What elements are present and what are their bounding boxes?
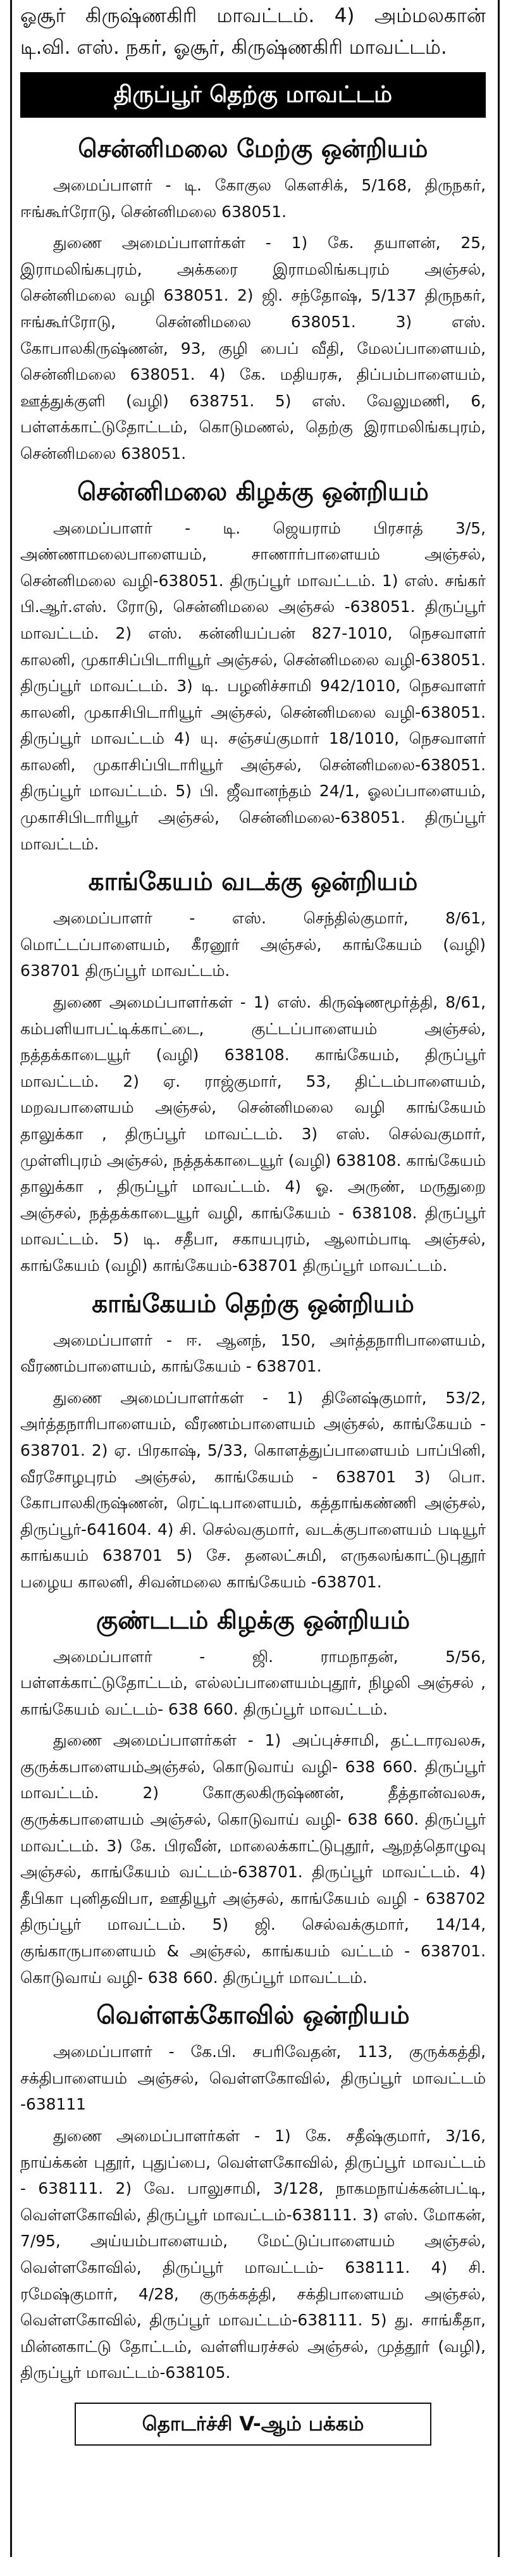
section-3 xyxy=(20,1284,486,1596)
deputy-organizers-paragraph: துணை அமைப்பாளர்கள் - 1) எஸ். கிருஷ்ணமூர்த்தி, 8/61, கம்பளியாபட்டிக்காட்டை, குட்டப்பாளையம் அஞ்சல், நத்தக்காடையூர் (வழி) 638108. காங்கேயம், திருப்பூர் மாவட்டம். 2) ஏ. ராஜ்குமார், 53, திட்டம்பாளையம், மறவபாளையம் அஞ்சல், சென்னிமலை வழி காங்கேயம் தாலுக்கா , திருப்பூர் மாவட்டம். 3) எஸ். செல்வகுமார், முள்ளிபுரம் அஞ்சல், நத்தக்காடையூர் (வழி) 638108. காங்கேயம் தாலுக்கா , திருப்பூர் மாவட்டம். 4) ஓ. அருண், மருதுறை அஞ்சல், நத்தக்காடையூர் வழி, காங்கேயம் - 638108. திருப்பூர் மாவட்டம். 5) டி. சதீபா, சகாயபுரம், ஆலாம்பாடி அஞ்சல், காங்கேயம் (வழி) காங்கேயம்-638701 திருப்பூர் மாவட்டம். xyxy=(20,993,486,1275)
union-title: வெள்ளக்கோவில் ஒன்றியம் xyxy=(96,2001,410,2030)
deputy-organizers-paragraph: துணை அமைப்பாளர்கள் - 1) கே. தயாளன், 25, இராமலிங்கபுரம், அக்கரை இராமலிங்கபுரம் அஞ்சல், சென்னிமலை வழி 638051. 2) ஜி. சந்தோஷ், 5/137 திருநகர், ஈங்கூர்ரோடு, சென்னிமலை 638051. 3) எஸ். கோபாலகிருஷ்ணன், 93, குழி பைப் வீதி, மேலப்பாளையம், சென்னிமலை 638051. 4) கே. மதியரசு, திப்பம்பாளையம், ஊத்துக்குளி (வழி) 638751. 5) எஸ். வேலுமணி, 6, பள்ளக்காட்டுதோட்டம், கொடுமணல், தெற்கு இராமலிங்கபுரம், சென்னிமலை 638051. xyxy=(20,234,486,463)
union-title: காங்கேயம் தெற்கு ஒன்றியம் xyxy=(92,1289,414,1318)
union-title: காங்கேயம் வடக்கு ஒன்றியம் xyxy=(88,868,418,897)
deputy-organizers-paragraph: துணை அமைப்பாளர்கள் - 1) தினேஷ்குமார், 53/2, அர்த்தநாரிபாளையம், வீரணம்பாளையம் அஞ்சல், காங்கேயம் - 638701. 2) ஏ. பிரகாஷ், 5/33, கொளத்துப்பாளையம் பாப்பினி, வீரசோழபுரம் அஞ்சல், காங்கேயம் - 638701 3) பொ. கோபாலகிருஷ்ணன், ரெட்டிபாளையம், கத்தாங்கண்ணி அஞ்சல், திருப்பூர்-641604. 4) சி. செல்வகுமார், வடக்குபாளையம் படியூர் காங்கயம் 638701 5) சே. தனலட்சுமி, எருகலங்காட்டுபுதூர் பழைய காலனி, சிவன்மலை காங்கேயம் -638701. xyxy=(20,1388,486,1591)
section-4 xyxy=(20,1601,486,1991)
union-title: சென்னிமலை மேற்கு ஒன்றியம் xyxy=(78,135,428,163)
continuation-note: தொடர்ச்சி V-ஆம் பக்கம் xyxy=(75,2403,431,2446)
section-0 xyxy=(20,129,486,467)
organizer-paragraph: அமைப்பாளர் - ஜி. ராமநாதன், 5/56, பள்ளக்காட்டுதோட்டம், எல்லப்பாளையம்புதூர், நிழலி அஞ்சல் , காங்கேயம் வட்டம்- 638 660. திருப்பூர் மாவட்டம். xyxy=(20,1647,486,1718)
deputy-organizers-paragraph: துணை அமைப்பாளர்கள் - 1) கே. சதீஷ்குமார், 3/16, நாய்க்கன் புதூர், புதுப்பை, வெள்ளகோவில், திருப்பூர் மாவட்டம் - 638111. 2) வே. பாலுசாமி, 3/128, நாகமநாய்க்கன்பட்டி, வெள்ளகோவில், திருப்பூர் மாவட்டம்-638111. 3) எஸ். மோகன், 7/95, அய்யம்பாளையம், மேட்டுப்பாளையம் அஞ்சல், வெள்ளகோவில், திருப்பூர் மாவட்டம்- 638111. 4) சி. ரமேஷ்குமார், 4/28, குருக்கத்தி, சக்திபாளையம் அஞ்சல், வெள்ளகோவில், திருப்பூர் மாவட்டம்-638111. 5) து. சாங்கீதா, மின்னகாட்டு தோட்டம், வள்ளியரச்சல் அஞ்சல், முத்தூர் (வழி), திருப்பூர் மாவட்டம்-638105. xyxy=(20,2127,486,2382)
section-2 xyxy=(20,862,486,1279)
organizer-paragraph: அமைப்பாளர் - கே.பி. சபரிவேதன், 113, குருக்கத்தி, சக்திபாளையம் அஞ்சல், வெள்ளகோவில், திருப்பூர் மாவட்டம் -638111 xyxy=(20,2042,486,2114)
organizer-paragraph: அமைப்பாளர் - டி. ஜெயராம் பிரசாத் 3/5, அண்ணாமலைபாளையம், சாணார்பாளையம் அஞ்சல், சென்னிமலை வழி-638051. திருப்பூர் மாவட்டம். 1) எஸ். சங்கர் பி.ஆர்.எஸ். ரோடு, சென்னிமலை அஞ்சல் -638051. திருப்பூர் மாவட்டம். 2) எஸ். கன்னியப்பன் 827-1010, நெசவாளர் காலனி, முகாசிப்பிடாரியூர் அஞ்சல், சென்னிமலை வழி-638051. திருப்பூர் மாவட்டம். 3) டி. பழனிச்சாமி 942/1010, நெசவாளர் காலனி, முகாசிபிடாரியூர் அஞ்சல், சென்னிமலை வழி-638051. திருப்பூர் மாவட்டம் 4) யு. சஞ்சய்குமார் 18/1010, நெசவாளர் காலனி, முகாசிப்பிடாரியூர் அஞ்சல், சென்னிமலை-638051. திருப்பூர் மாவட்டம். 5) பி. ஜீவானந்தம் 24/1, ஓலப்பாளையம், முகாசிபிடாரியூர் அஞ்சல், சென்னிமலை-638051. திருப்பூர் மாவட்டம். xyxy=(20,518,486,853)
organizer-paragraph: அமைப்பாளர் - டி. கோகுல கௌசிக், 5/168, திருநகர், ஈங்கூர்ரோடு, சென்னிமலை 638051. xyxy=(20,176,486,221)
article-column xyxy=(20,0,486,2446)
organizer-paragraph: அமைப்பாளர் - எஸ். செந்தில்குமார், 8/61, மொட்டப்பாளையம், கீரனூர் அஞ்சல், காங்கேயம் (வழி) 638701 திருப்பூர் மாவட்டம். xyxy=(20,909,486,980)
union-title: குண்டடம் கிழக்கு ஒன்றியம் xyxy=(96,1606,410,1635)
district-heading: திருப்பூர் தெற்கு மாவட்டம் xyxy=(20,72,486,118)
section-5 xyxy=(20,1996,486,2386)
section-1 xyxy=(20,472,486,858)
union-title: சென்னிமலை கிழக்கு ஒன்றியம் xyxy=(77,477,429,506)
organizer-paragraph: அமைப்பாளர் - ஈ. ஆனந், 150, அர்த்தநாரிபாளையம், வீரணம்பாளையம், காங்கேயம் - 638701. xyxy=(20,1330,486,1376)
deputy-organizers-paragraph: துணை அமைப்பாளர்கள் - 1) அப்புச்சாமி, தட்டாரவலசு, குருக்கபாளையம்அஞ்சல், கொடுவாய் வழி- 638 660. திருப்பூர் மாவட்டம். 2) கோகுலகிருஷ்ணன், தீத்தான்வலசு, குருக்கபாளையம் அஞ்சல், கொடுவாய் வழி- 638 660. திருப்பூர் மாவட்டம். 3) கே. பிரவீன், மாலைக்காட்டுபுதூர், ஆறத்தொழுவு அஞ்சல், காங்கேயம் வட்டம்-638701. திருப்பூர் மாவட்டம். 4) தீபிகா புனிதவிபா, ஊதியூர் அஞ்சல், காங்கேயம் வழி - 638702 திருப்பூர் மாவட்டம். 5) ஜி. செல்வக்குமார், 14/14, குங்காருபாளையம் & அஞ்சல், காங்கயம் வட்டம் - 638701. கொடுவாய் வழி- 638 660. திருப்பூர் மாவட்டம். xyxy=(20,1731,486,1987)
top-continued-text: ஓசூர் கிருஷ்ணகிரி மாவட்டம். 4) அம்மலகான் டி.வி. எஸ். நகர், ஓசூர், கிருஷ்ணகிரி மாவட்டம். xyxy=(20,4,486,59)
